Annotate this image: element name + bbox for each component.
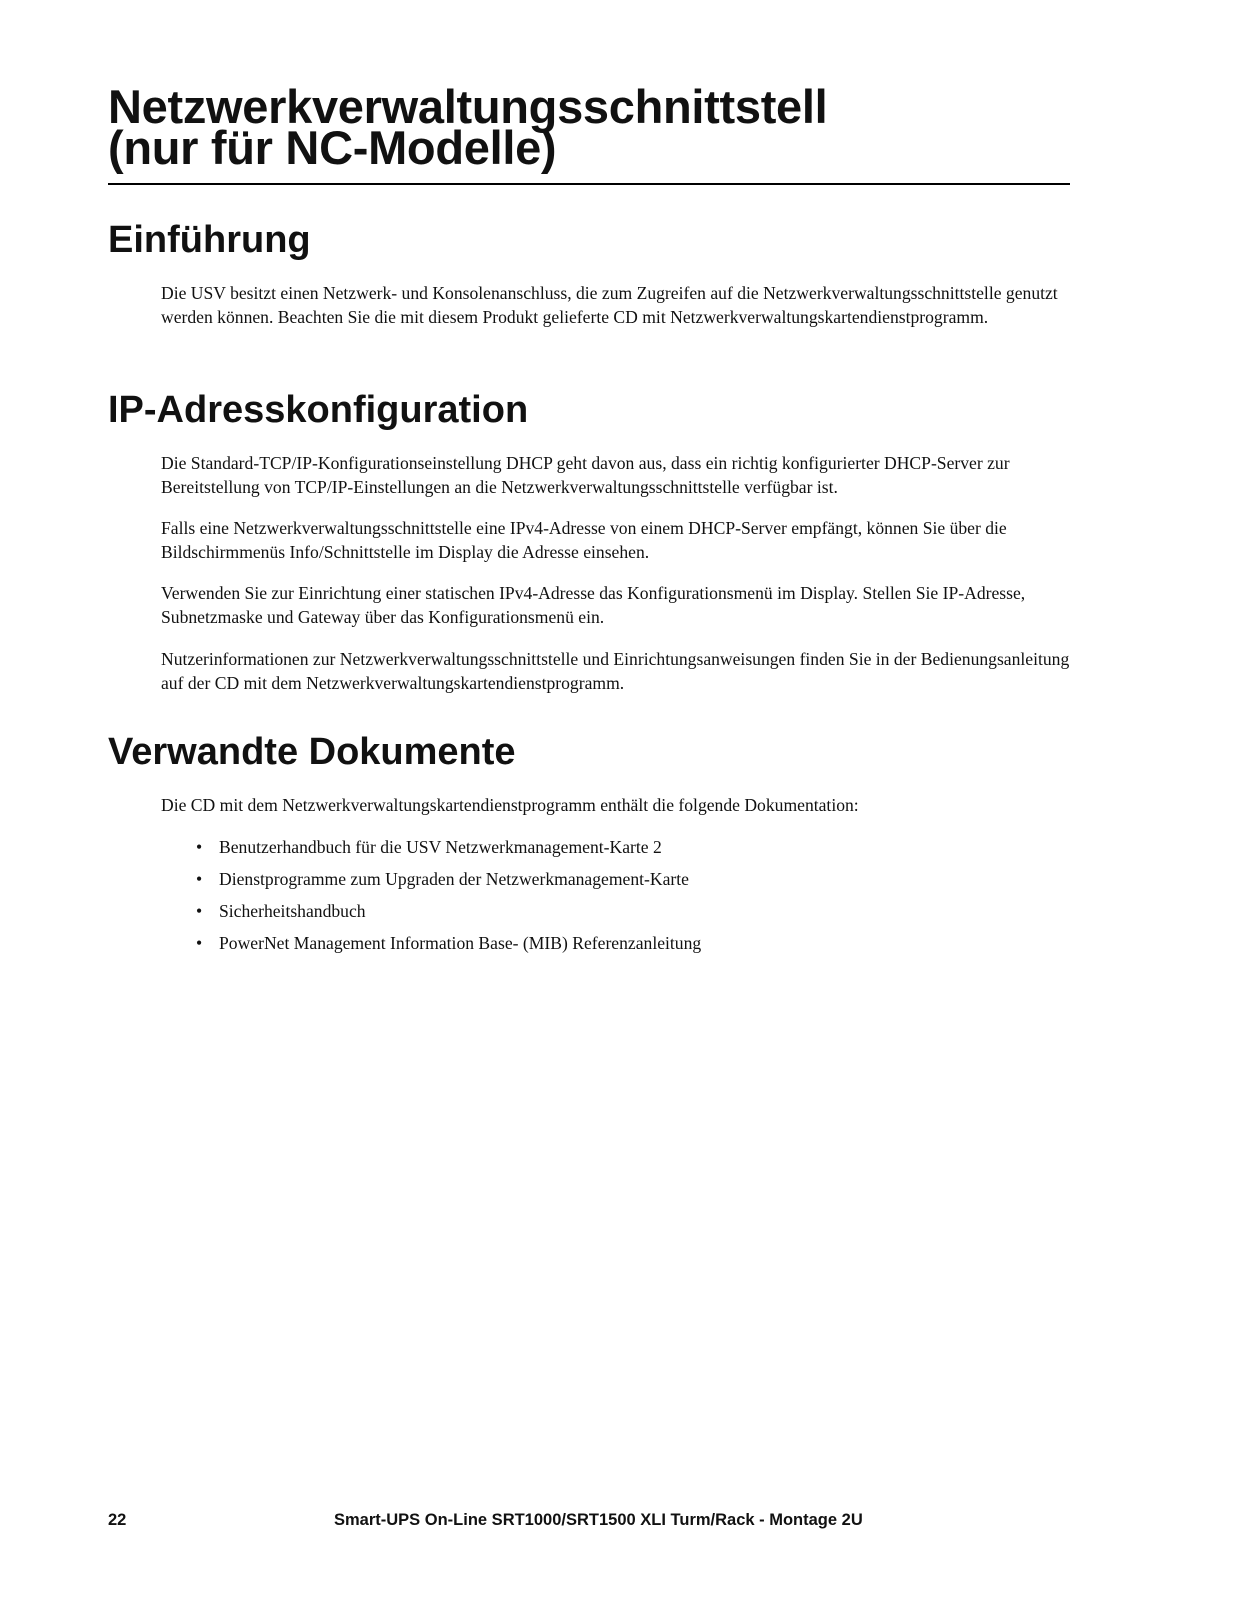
paragraph-einfuehrung: Die USV besitzt einen Netzwerk- und Konsolenanschluss, die zum Zugreifen auf die Netzwerkverwaltungsschnittstelle genutzt werden können. Beachten Sie die mit diesem Produkt gelieferte CD mit Netzwerkverwaltungskartendienstprogramm. bbox=[161, 283, 1058, 327]
list-item bbox=[193, 867, 701, 891]
paragraph-user-info: Nutzerinformationen zur Netzwerkverwaltungsschnittstelle und Einrichtungsanweisungen finden Sie in der Bedienungsanleitung auf der CD mit dem Netzwerkverwaltungskartendienstprogramm. bbox=[161, 649, 1070, 693]
paragraph-static-ipv4: Verwenden Sie zur Einrichtung einer statischen IPv4-Adresse das Konfigurationsmenü im Display. Stellen Sie IP-Adresse, Subnetzmaske und Gateway über das Konfigurationsmenü ein. bbox=[161, 583, 1026, 627]
list-item-text: Benutzerhandbuch für die USV Netzwerkmanagement-Karte 2 bbox=[219, 837, 662, 857]
list-item bbox=[193, 835, 701, 859]
list-item bbox=[193, 931, 701, 955]
bullet-icon: • bbox=[196, 933, 203, 953]
footer-document-title: Smart-UPS On-Line SRT1000/SRT1500 XLI Turm/Rack - Montage 2U bbox=[334, 1511, 863, 1529]
paragraph-ipv4-dhcp: Falls eine Netzwerkverwaltungsschnittstelle eine IPv4-Adresse von einem DHCP-Server empfängt, können Sie über die Bildschirmmenüs Info/Schnittstelle im Display die Adresse einsehen. bbox=[161, 518, 1007, 562]
list-item-text: Sicherheitshandbuch bbox=[219, 901, 366, 921]
footer-page-number: 22 bbox=[108, 1511, 127, 1529]
bullet-icon: • bbox=[196, 869, 203, 889]
paragraph-documentation-intro: Die CD mit dem Netzwerkverwaltungskartendienstprogramm enthält die folgende Dokumentation: bbox=[161, 795, 859, 815]
chapter-title bbox=[108, 80, 1088, 174]
bullet-icon: • bbox=[196, 901, 203, 921]
list-item bbox=[193, 899, 701, 923]
chapter-title-line-2: (nur für NC-Modelle) bbox=[108, 121, 557, 174]
section-heading-ip-adresskonfiguration: IP-Adresskonfiguration bbox=[108, 389, 529, 431]
paragraph-dhcp: Die Standard-TCP/IP-Konfigurationseinstellung DHCP geht davon aus, dass ein richtig konfigurierter DHCP-Server zur Bereitstellung von TCP/IP-Einstellungen an die Netzwerkverwaltungsschnittstelle verfügbar ist. bbox=[161, 453, 1010, 497]
list-item-text: PowerNet Management Information Base- (MIB) Referenzanleitung bbox=[219, 933, 702, 953]
chapter-title-line-1: Netzwerkverwaltungsschnittstell bbox=[108, 80, 828, 133]
title-divider bbox=[108, 183, 1070, 185]
section-heading-einfuehrung: Einführung bbox=[108, 219, 311, 261]
documentation-list bbox=[193, 835, 701, 963]
section-heading-verwandte-dokumente: Verwandte Dokumente bbox=[108, 731, 516, 773]
bullet-icon: • bbox=[196, 837, 203, 857]
list-item-text: Dienstprogramme zum Upgraden der Netzwerkmanagement-Karte bbox=[219, 869, 689, 889]
